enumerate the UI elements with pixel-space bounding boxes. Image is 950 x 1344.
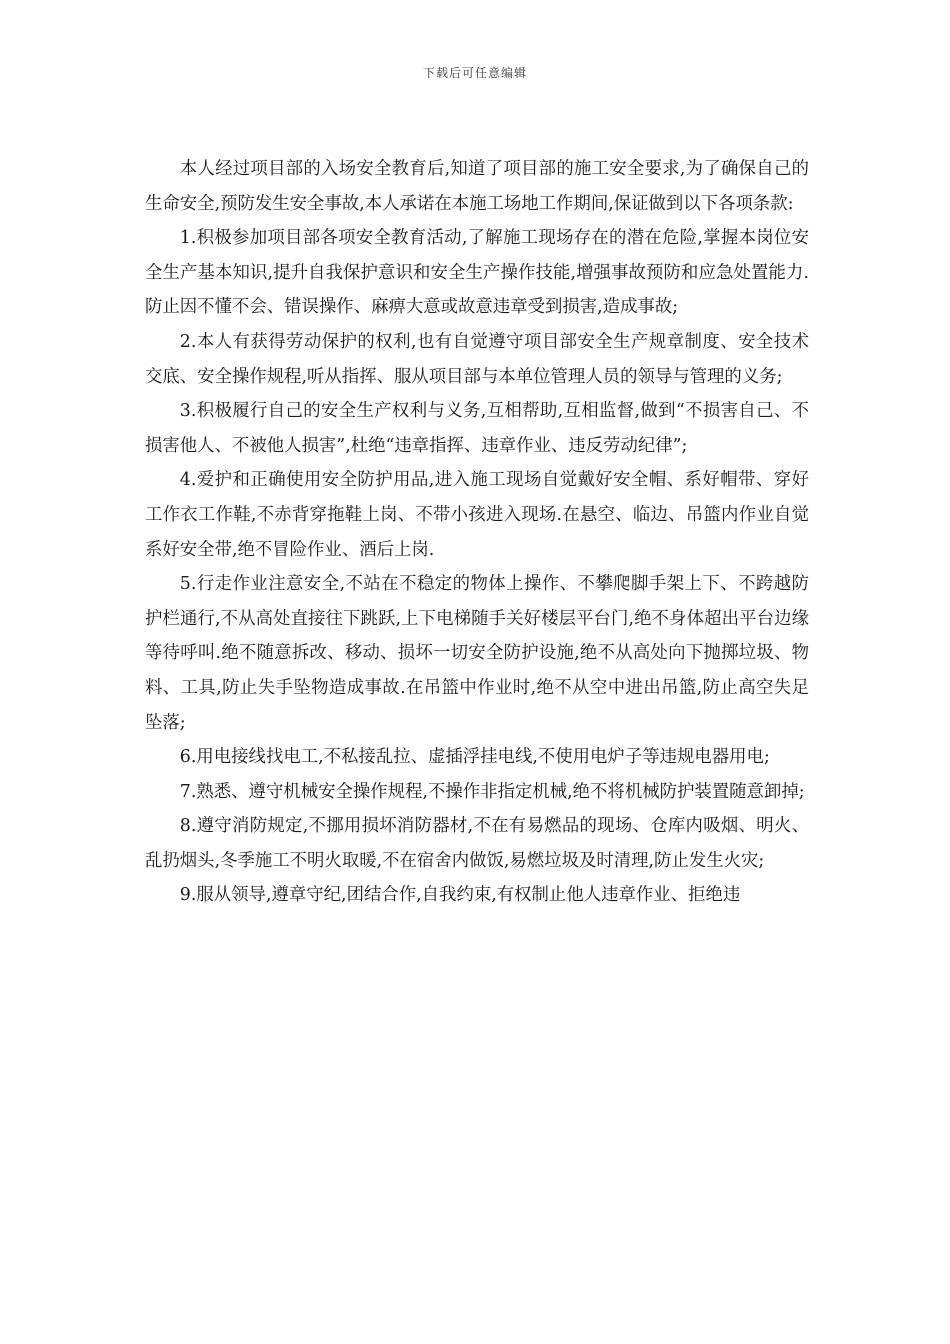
clause-1: 1.积极参加项目部各项安全教育活动,了解施工现场存在的潜在危险,掌握本岗位安全生产基本知识,提升自我保护意识和安全生产操作技能,增强事故预防和应急处置能力.防止因不懂不会、错误操作、麻痹大意或故意违章受到损害,造成事故;	[145, 228, 809, 318]
clause-2: 2.本人有获得劳动保护的权利,也有自觉遵守项目部安全生产规章制度、安全技术交底、安全操作规程,听从指挥、服从项目部与本单位管理人员的领导与管理的义务;	[145, 331, 809, 387]
clause-9: 9.服从领导,遵章守纪,团结合作,自我约束,有权制止他人违章作业、拒绝违	[179, 885, 741, 906]
clause-7: 7.熟悉、遵守机械安全操作规程,不操作非指定机械,绝不将机械防护装置随意卸掉;	[179, 781, 805, 802]
document-body	[145, 152, 809, 913]
clause-3: 3.积极履行自己的安全生产权利与义务,互相帮助,互相监督,做到“不损害自己、不损害他人、不被他人损害”,杜绝“违章指挥、违章作业、违反劳动纪律”;	[145, 401, 809, 456]
clause-4: 4.爱护和正确使用安全防护用品,进入施工现场自觉戴好安全帽、系好帽带、穿好工作衣工作鞋,不赤背穿拖鞋上岗、不带小孩进入现场.在悬空、临边、吊篮内作业自觉系好安全带,绝不冒险作业、酒后上岗.	[145, 470, 809, 560]
page-header-note: 下载后可任意编辑	[422, 66, 527, 80]
clause-5: 5.行走作业注意安全,不站在不稳定的物体上操作、不攀爬脚手架上下、不跨越防护栏通行,不从高处直接往下跳跃,上下电梯随手关好楼层平台门,绝不身体超出平台边缘等待呼叫.绝不随意拆改、移动、损坏一切安全防护设施,绝不从高处向下抛掷垃圾、物料、工具,防止失手坠物造成事故.在吊篮中作业时,绝不从空中进出吊篮,防止高空失足坠落;	[145, 574, 809, 733]
intro-paragraph: 本人经过项目部的入场安全教育后,知道了项目部的施工安全要求,为了确保自己的生命安全,预防发生安全事故,本人承诺在本施工场地工作期间,保证做到以下各项条款:	[145, 159, 809, 214]
clause-6: 6.用电接线找电工,不私接乱拉、虚插浮挂电线,不使用电炉子等违规电器用电;	[179, 747, 770, 768]
clause-8: 8.遵守消防规定,不挪用损坏消防器材,不在有易燃品的现场、仓库内吸烟、明火、乱扔烟头,冬季施工不明火取暖,不在宿舍内做饭,易燃垃圾及时清理,防止发生火灾;	[145, 816, 809, 871]
